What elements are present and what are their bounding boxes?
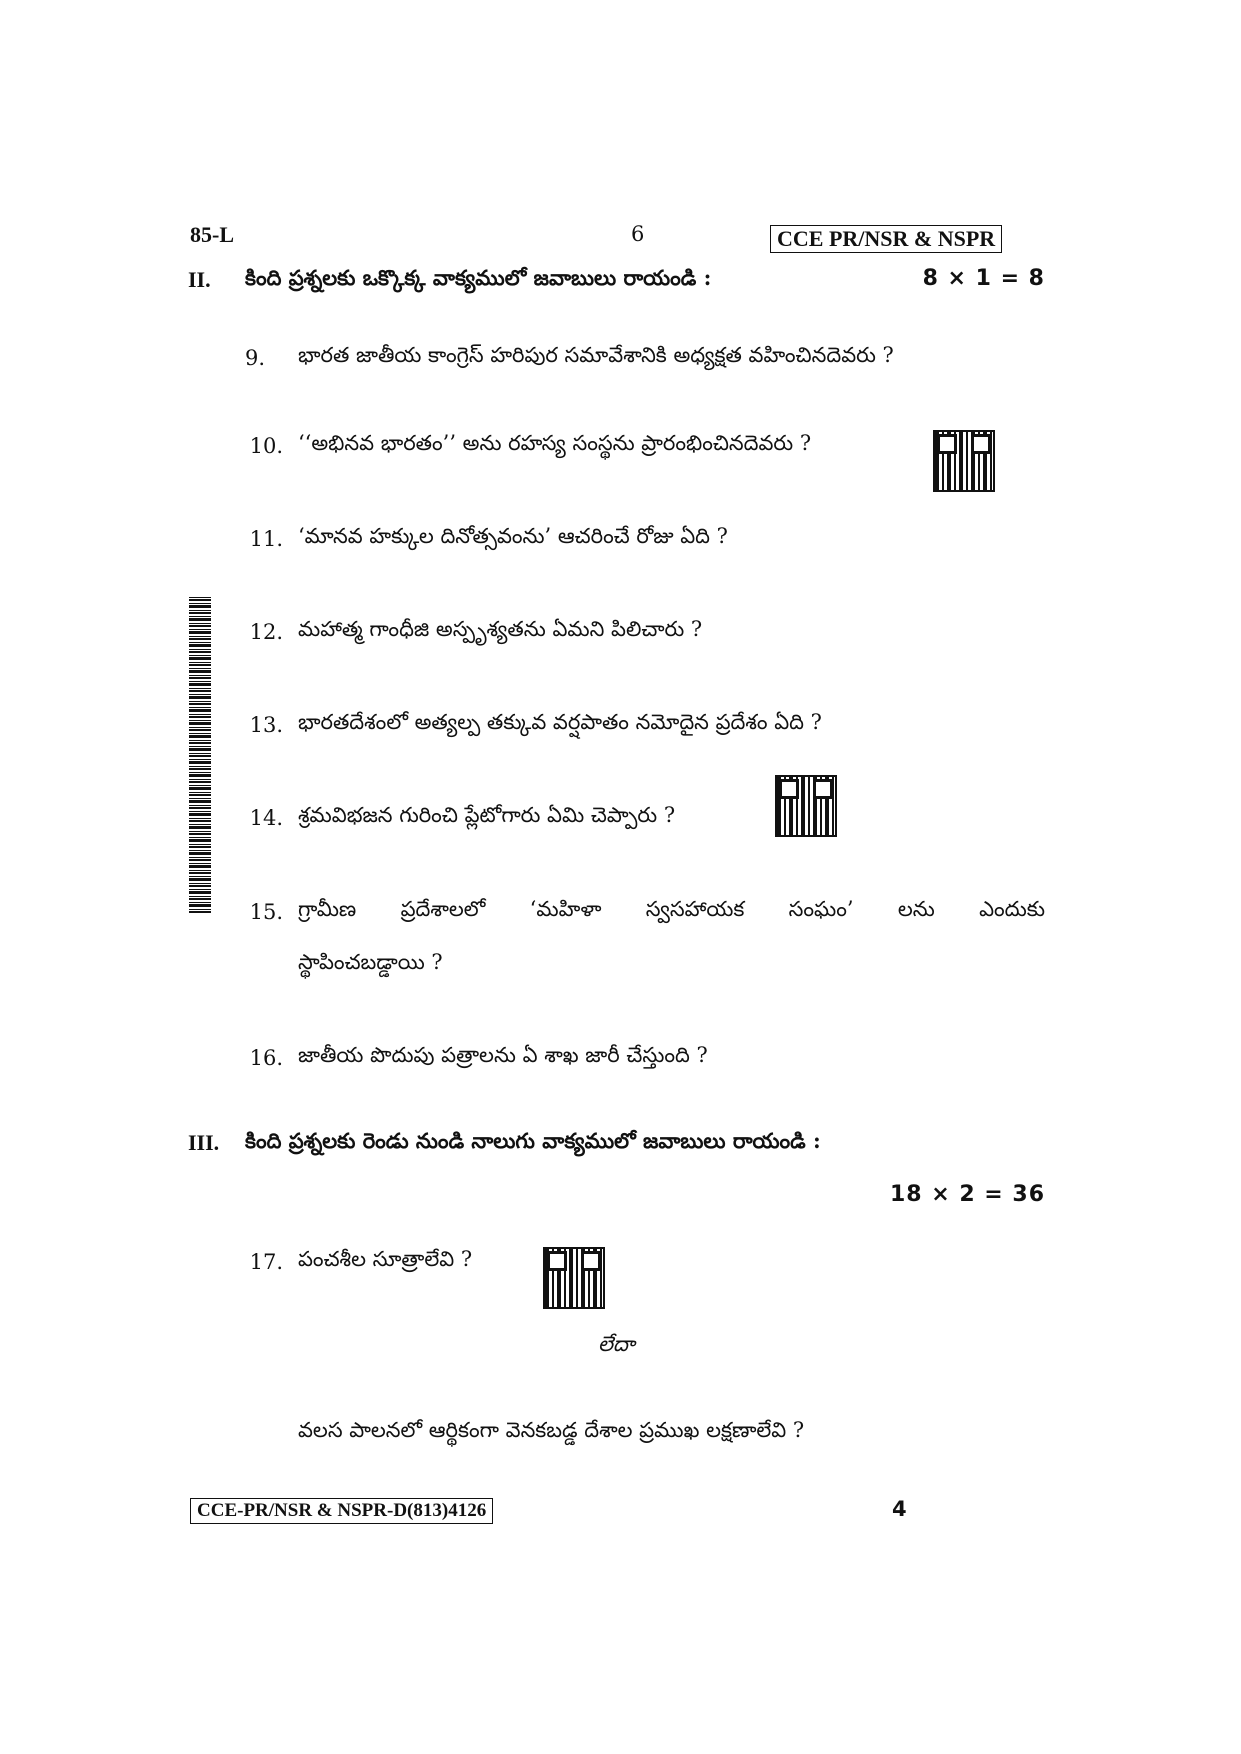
question-text: జాతీయ పొదుపు పత్రాలను ఏ శాఖ జారీ చేస్తుంది ? bbox=[298, 1043, 708, 1067]
question-text: శ్రమవిభజన గురించి ప్లేటోగారు ఏమి చెప్పారు ? bbox=[298, 803, 676, 827]
question-number: 13. bbox=[249, 713, 283, 737]
question-number: 14. bbox=[249, 806, 283, 830]
question-word: స్వసహాయక bbox=[645, 897, 745, 921]
question-number: 16. bbox=[249, 1046, 283, 1070]
question-text: ‘‘అభినవ భారతం’’ అను రహస్య సంస్థను ప్రారంభించినదెవరు ? bbox=[298, 431, 812, 455]
question-number: 11. bbox=[249, 527, 283, 551]
paper-code-left: 85-L bbox=[190, 222, 234, 247]
question-text bbox=[298, 897, 1045, 927]
question-number: 12. bbox=[249, 620, 283, 644]
question-number: 9. bbox=[244, 346, 265, 370]
footer-page-number: 4 bbox=[892, 1497, 907, 1521]
qr-code-icon bbox=[775, 775, 837, 837]
paper-code-right: CCE PR/NSR & NSPR bbox=[770, 225, 1002, 253]
question-text-continued: స్థాపించబడ్డాయి ? bbox=[298, 950, 443, 974]
question-text: పంచశీల సూత్రాలేవి ? bbox=[298, 1247, 473, 1271]
qr-code-icon bbox=[933, 430, 995, 492]
barcode-icon bbox=[189, 597, 211, 913]
question-word: సంఘం’ bbox=[788, 897, 854, 921]
question-text: భారతదేశంలో అత్యల్ప తక్కువ వర్షపాతం నమోదైన ప్రదేశం ఏది ? bbox=[298, 710, 822, 734]
question-word: ప్రదేశాలలో bbox=[400, 897, 486, 921]
question-text: మహాత్మ గాంధీజి అస్పృశ్యతను ఏమని పిలిచారు ? bbox=[298, 617, 703, 641]
question-word: ‘మహిళా bbox=[529, 897, 602, 921]
section-2-number: II. bbox=[188, 267, 211, 292]
alternative-question-text: వలస పాలనలో ఆర్థికంగా వెనకబడ్డ దేశాల ప్రముఖ లక్షణాలేవి ? bbox=[298, 1418, 805, 1442]
question-word: లను bbox=[897, 897, 935, 921]
question-number: 17. bbox=[249, 1250, 283, 1274]
section-3-number: III. bbox=[188, 1130, 220, 1155]
section-2-title: కింది ప్రశ్నలకు ఒక్కొక్క వాక్యములో జవాబులు రాయండి : bbox=[245, 265, 712, 290]
section-3-title: కింది ప్రశ్నలకు రెండు నుండి నాలుగు వాక్యములో జవాబులు రాయండి : bbox=[245, 1128, 821, 1153]
question-number: 15. bbox=[249, 900, 283, 924]
question-text: ‘మానవ హక్కుల దినోత్సవంను’ ఆచరించే రోజు ఏది ? bbox=[298, 524, 728, 548]
section-3-marks: 18 × 2 = 36 bbox=[889, 1182, 1045, 1207]
question-word: ఎందుకు bbox=[979, 897, 1045, 921]
or-label: లేదా bbox=[598, 1332, 635, 1356]
page-number: 6 bbox=[631, 222, 645, 246]
footer-code: CCE-PR/NSR & NSPR-D(813)4126 bbox=[190, 1498, 493, 1524]
question-number: 10. bbox=[249, 434, 283, 458]
question-text: భారత జాతీయ కాంగ్రెస్ హరిపుర సమావేశానికి అధ్యక్షత వహించినదెవరు ? bbox=[298, 343, 894, 367]
qr-code-icon bbox=[543, 1247, 605, 1309]
section-2-marks: 8 × 1 = 8 bbox=[922, 266, 1045, 291]
question-word: గ్రామీణ bbox=[298, 897, 357, 921]
